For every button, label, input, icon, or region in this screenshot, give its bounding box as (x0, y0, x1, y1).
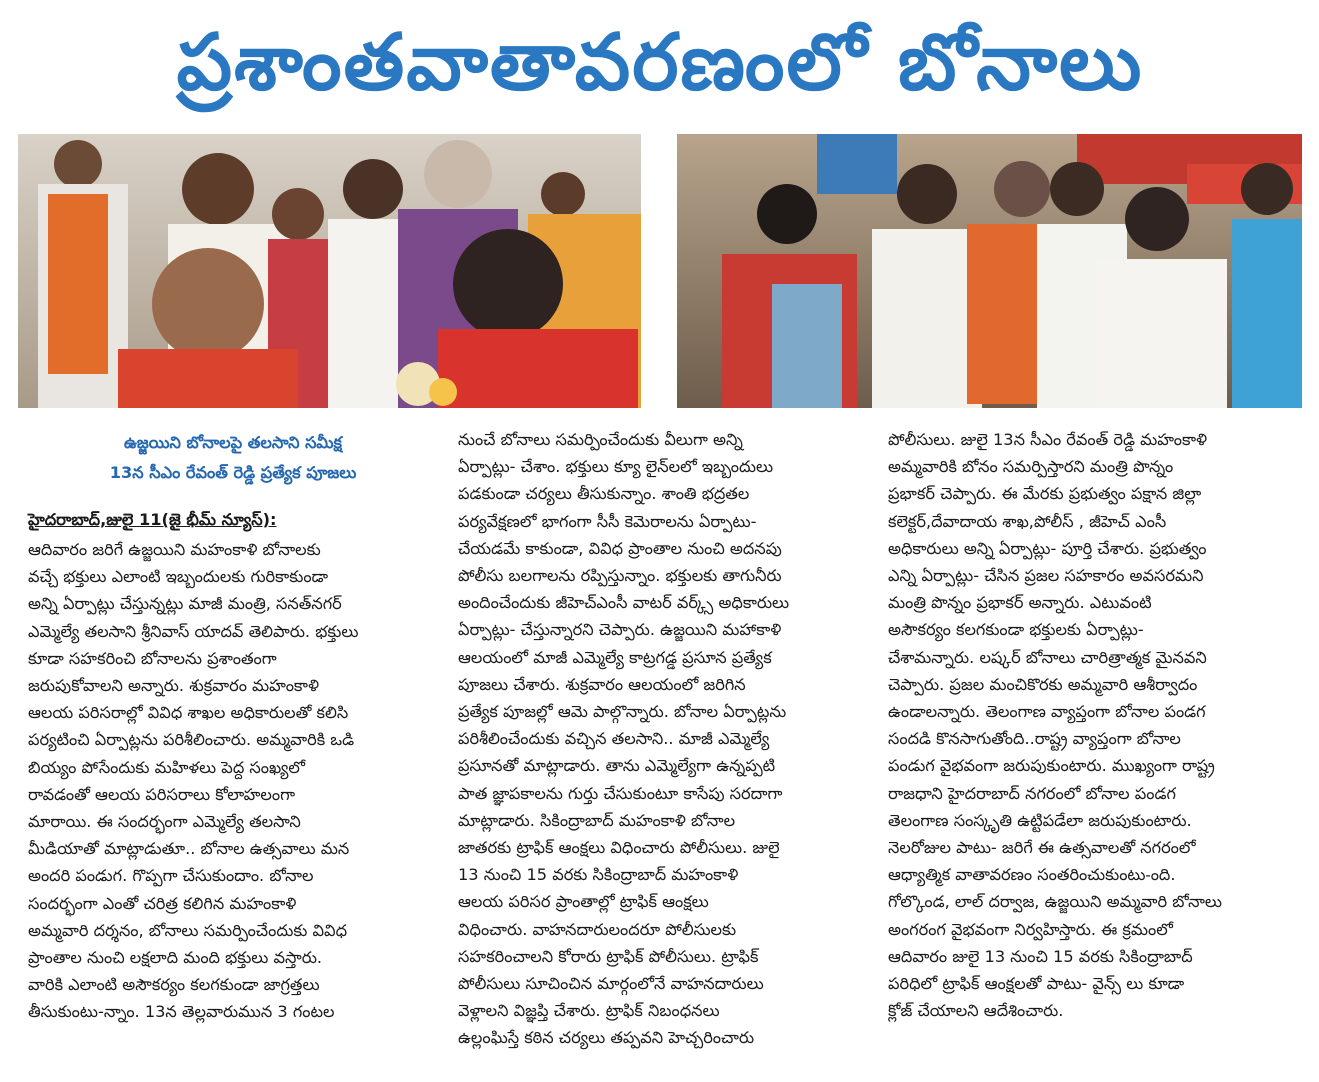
dateline (28, 506, 438, 534)
subheading-2: 13న సీఎం రేవంత్ రెడ్డి ప్రత్యేక పూజలు (109, 463, 357, 482)
right-photo (677, 134, 1302, 408)
subheading-1: ఉజ్జయిని బోనాలపై తలసాని సమీక్ష (123, 433, 343, 452)
photo-left-illustration (18, 134, 641, 408)
subheading-block (28, 428, 438, 488)
photo-right-illustration (677, 134, 1302, 408)
column-1-text: ఆదివారం జరిగే ఉజ్జయిని మహంకాళి బోనాలకు వచ్చే భక్తులు ఎలాంటి ఇబ్బందులకు గురికాకుండా అన్ని ఏర్పాట్లు చేస్తున్నట్లు మాజీ మంత్రి, సనత్‌నగర్ ఎమ్మెల్యే తలసాని శ్రీనివాస్ యాదవ్ తెలిపారు. భక్తులు కూడా సహకరించి బోనాలను ప్రశాంతంగా జరుపుకోవాలని అన్నారు. శుక్రవారం మహంకాళి ఆలయ పరిసరాల్లో వివిధ శాఖల అధికారులతో కలిసి పర్యటించి ఏర్పాట్లను పరిశీలించారు. అమ్మవారికి ఒడి బియ్యం పోసేందుకు మహిళలు పెద్ద సంఖ్యలో రావడంతో ఆలయ పరిసరాలు కోలాహలంగా మారాయి. ఈ సందర్భంగా ఎమ్మెల్యే తలసాని మీడియాతో మాట్లాడుతూ.. బోనాల ఉత్సవాలు మన అందరి పండుగ. గొప్పగా చేసుకుందాం. బోనాల సందర్భంగా ఎంతో చరిత్ర కలిగిన మహంకాళి అమ్మవారి దర్శనం, బోనాలు సమర్పించేందుకు వివిధ ప్రాంతాల నుంచి లక్షలాది మంది భక్తులు వస్తారు. వారికి ఎలాంటి అసౌకర్యం కలగకుండా జాగ్రత్తలు తీసుకుంటు-న్నాం. 13న తెల్లవారుమున 3 గంటల (28, 540, 359, 1022)
column-3-text: పోలీసులు. జులై 13న సీఎం రేవంత్ రెడ్డి మహంకాళి అమ్మవారికి బోనం సమర్పిస్తారని మంత్రి పొన్నం ప్రభాకర్ చెప్పారు. ఈ మేరకు ప్రభుత్వం పక్షాన జిల్లా కలెక్టర్,దేవాదాయ శాఖ,పోలీస్ , జీహెచ్ ఎంసీ అధికారులు అన్ని ఏర్పాట్లు- పూర్తి చేశారు. ప్రభుత్వం ఎన్ని ఏర్పాట్లు- చేసిన ప్రజల సహకారం అవసరమని మంత్రి పొన్నం ప్రభాకర్ అన్నారు. ఎటువంటి అసౌకర్యం కలగకుండా భక్తులకు ఏర్పాట్లు- చేశామన్నారు. లష్కర్ బోనాలు చారిత్రాత్మక మైనవని చెప్పారు. ప్రజల మంచికొరకు అమ్మవారి ఆశీర్వాదం ఉండాలన్నారు. తెలంగాణ వ్యాప్తంగా బోనాల పండగ సందడి కొనసాగుతోంది..రాష్ట్ర వ్యాప్తంగా బోనాల పండుగ వైభవంగా జరుపుకుంటారు. ముఖ్యంగా రాష్ట్ర రాజధాని హైదరాబాద్ నగరంలో బోనాల పండగ తెలంగాణ సంస్కృతి ఉట్టిపడేలా జరుపుకుంటారు. నెలరోజుల పాటు- జరిగే ఈ ఉత్సవాలతో నగరంలో ఆధ్యాత్మిక వాతావరణం సంతరించుకుంటు-ంది. గోల్కొండ, లాల్ దర్వాజ, ఉజ్జయిని అమ్మవారి బోనాలు అంగరంగ వైభవంగా నిర్వహిస్తారు. ఈ క్రమంలో ఆదివారం జులై 13 నుంచి 15 వరకు సికింద్రాబాద్ పరిధిలో ట్రాఫిక్ ఆంక్షలతో పాటు- వైన్స్ లు కూడా క్లోజ్ చేయాలని ఆదేశించారు. (888, 430, 1222, 1021)
left-photo (18, 134, 641, 408)
column-2 (458, 426, 866, 1052)
column-2-text: నుంచే బోనాలు సమర్పించేందుకు వీలుగా అన్ని ఏర్పాట్లు- చేశాం. భక్తులు క్యూ లైన్‌లలో ఇబ్బందులు పడకుండా చర్యలు తీసుకున్నాం. శాంతి భద్రతల పర్యవేక్షణలో భాగంగా సీసీ కెమెరాలను ఏర్పాటు- చేయడమే కాకుండా, వివిధ ప్రాంతాల నుంచి అదనపు పోలీసు బలగాలను రప్పిస్తున్నాం. భక్తులకు తాగునీరు అందించేందుకు జీహెచ్ఎంసీ వాటర్ వర్క్స్ అధికారులు ఏర్పాట్లు- చేస్తున్నారని చెప్పారు. ఉజ్జయిని మహాకాళి ఆలయంలో మాజీ ఎమ్మెల్యే కాట్రగడ్డ ప్రసూన ప్రత్యేక పూజలు చేశారు. శుక్రవారం ఆలయంలో జరిగిన ప్రత్యేక పూజల్లో ఆమె పాల్గొన్నారు. బోనాల ఏర్పాట్లను పరిశీలించేందుకు వచ్చిన తలసాని.. మాజీ ఎమ్మెల్యే ప్రసూనతో మాట్లాడారు. తాను ఎమ్మెల్యేగా ఉన్నప్పటి పాత జ్ఞాపకాలను గుర్తు చేసుకుంటూ కాసేపు సరదాగా మాట్లాడారు. సికింద్రాబాద్ మహంకాళి బోనాల జాతరకు ట్రాఫిక్ ఆంక్షలు విధించారు పోలీసులు. జులై 13 నుంచి 15 వరకు సికింద్రాబాద్ మహంకాళి ఆలయ పరిసర ప్రాంతాల్లో ట్రాఫిక్ ఆంక్షలు విధించారు. వాహనదారులందరూ పోలీసులకు సహకరించాలని కోరారు ట్రాఫిక్ పోలీసులు. ట్రాఫిక్ పోలీసులు సూచించిన మార్గంలోనే వాహనదారులు వెళ్లాలని విజ్ఞప్తి చేశారు. ట్రాఫిక్ నిబంధనలు ఉల్లంఘిస్తే కఠిన చర్యలు తప్పవని హెచ్చరించారు (458, 430, 790, 1048)
column-3 (888, 426, 1298, 1024)
dateline-text: హైదరాబాద్,జులై 11(జై భీమ్ న్యూస్): (28, 510, 277, 529)
headline: ప్రశాంతవాతావరణంలో బోనాలు (176, 18, 1144, 108)
column-1 (28, 426, 438, 1026)
